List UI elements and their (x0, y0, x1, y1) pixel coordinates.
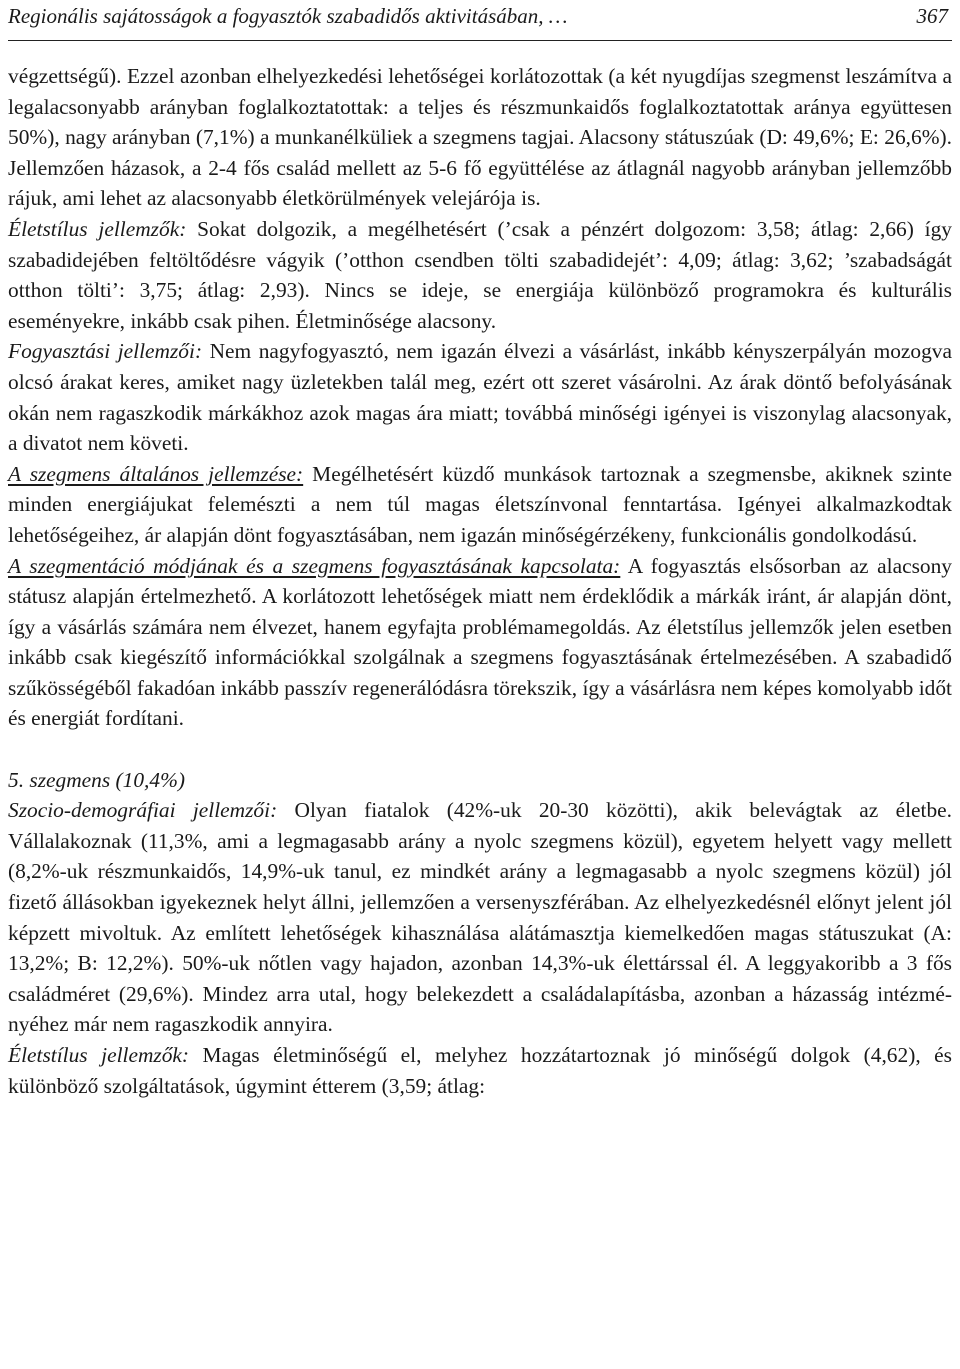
paragraph-lead-label: A szegmentáció módjának és a szegmens fogyasztásának kapcsolata: (8, 553, 621, 578)
paragraph-text: Nem nagyfogyasztó, nem igazán élvezi a vásárlást, inkább kényszerpályán mozogva olcsó árakat keres, amiket nagy üzletekben talál meg, ezért ott szeret vásárolni. Az árak döntő befolyásának okán nem ragaszkodik márkákhoz azok magas ára miatt; továbbá minőségi igényei is viszonylag alacsonyak, a divatot nem követi. (8, 339, 952, 456)
paragraph-text: Magas életminőségű el, melyhez hozzátartoznak jó minőségű dolgok (4,62), és különböző szolgáltatások, úgymint étterem (3,59; átlag: (8, 1043, 953, 1098)
paragraph-p4 (8, 459, 952, 551)
body-text (8, 61, 952, 1101)
paragraph-p8 (8, 1040, 952, 1101)
paragraph-p2 (8, 214, 952, 336)
paragraph-text: Megélhetésért küzdő munkások tartoznak a szegmensbe, akiknek szinte minden energiájukat felemészti a nem túl magas életszínvonal fenntartása. Igényei alkalmazkodtak lehetőségeihez, ár alapján dönt fogyasztásában, nem igazán minőségérzékeny, funkcionális gondolkodású. (8, 461, 952, 547)
paragraph-lead-label: 5. szegmens (10,4%) (8, 767, 186, 792)
running-header (8, 0, 952, 41)
paragraph-lead-label: Szocio-demográfiai jellemzői: (8, 798, 278, 823)
document-page (8, 0, 952, 1101)
paragraph-p6 (8, 765, 952, 796)
paragraph-p3 (8, 336, 952, 458)
paragraph-lead-label: Életstílus jellemzők: (8, 216, 187, 241)
page-number: 367 (916, 4, 948, 28)
paragraph-lead-label: Fogyasztási jellemzői: (8, 339, 203, 364)
paragraph-p5 (8, 551, 952, 735)
paragraph-text: A fogyasztás elsősorban az alacsony státusz alapján értelmezhető. A korlátozott lehetőségek miatt nem érdeklődik a márkák iránt, ár alapján dönt, így a vásárlás számára nem élvezet, hanem egyfajta problémamegoldás. Az életstílus jellemzők jelen esetben inkább csak kiegészítő információkkal szolgálnak a szegmens fogyasztásának értelmezésében. A szabadidő szűkösségéből fakadóan inkább passzív regenerálódásra törekszik, így a vásárlásra nem képes komolyabb időt és energiát fordítani. (8, 553, 952, 731)
paragraph-text: végzettségű). Ezzel azonban elhelyezkedési lehetőségei korlátozottak (a két nyugdíjas szegmenst leszámítva a legalacsonyabb arányban foglalkoztatottak: a teljes és részmunkaidős foglalkoztatottak aránya együttesen 50%), nagy arányban (7,1%) a munkanélküliek a szegmens tagjai. Alacsony státuszúak (D: 49,6%; E: 26,6%). Jellemzően házasok, a 2-4 fős család mellett az 5-6 fő együttélése az átlagnál nagyobb arányban jellemzőbb rájuk, ami lehet az alacsonyabb életkörülmények velejárója is. (8, 64, 952, 211)
running-header-title: Regionális sajátosságok a fogyasztók szabadidős aktivitásában, … (8, 4, 568, 28)
paragraph-text: Olyan fiatalok (42%-uk 20-30 közötti), akik belevágtak az életbe. Vállalakoznak (11,3%, ami a legmagasabb arány a nyolc szegmens közül), egyetem helyett vagy mellett (8,2%-uk részmunkaidős, 14,9%-uk tanul, ez mindkét arány a legmagasabb a nyolc szegmens közül) jól fizető állásokban igyekeznek helyt állni, jellemzően a versenyszférában. Az elhelyezkedésnél előnyt jelent jól képzett mivoltuk. Az említett lehetőségek kihasználása alátámasztja kiemelkedően magas státuszukat (A: 13,2%; B: 12,2%). 50%-uk nőtlen vagy hajadon, azonban 14,3%-uk élettárssal él. A leggyakoribb a 3 fős családméret (29,6%). Mindez arra utal, hogy belekezdett a családalapításba, azonban a házasság intézményéhez már nem ragaszkodik annyira. (8, 798, 952, 1037)
paragraph-text: Sokat dolgozik, a megélhetésért (’csak a pénzért dolgozom: 3,58; átlag: 2,66) így szabadidejében feltöltődésre vágyik (’otthon csendben tölti szabadidejét’: 4,09; átlag: 3,62; ’szabadságát otthon tölti’: 3,75; átlag: 2,93). Nincs se ideje, se energiája különböző programokra és kulturális eseményekre, inkább csak pihen. Életminősége alacsony. (8, 216, 952, 333)
paragraph-p7 (8, 795, 952, 1040)
blank-line (8, 734, 952, 765)
paragraph-lead-label: A szegmens általános jellemzése: (8, 461, 304, 486)
paragraph-lead-label: Életstílus jellemzők: (8, 1043, 190, 1067)
paragraph-p1 (8, 61, 952, 214)
